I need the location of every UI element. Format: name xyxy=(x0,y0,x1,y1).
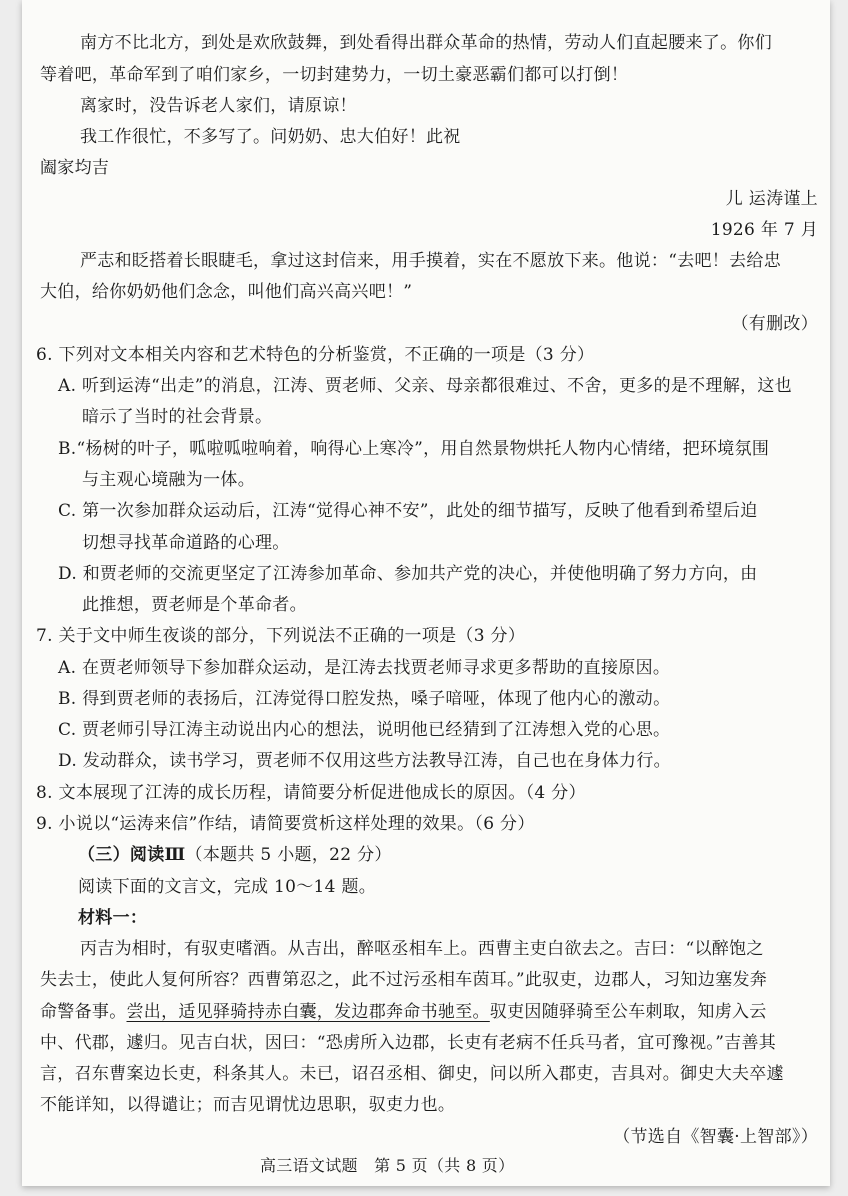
q6-option-c: C. 第一次参加群众运动后，江涛“觉得心神不安”，此处的细节描写，反映了他看到希望后迫 xyxy=(58,501,758,521)
question-6-stem: 6. 下列对文本相关内容和艺术特色的分析鉴赏，不正确的一项是（3 分） xyxy=(36,345,595,365)
classical-text-line: 丙吉为相时，有驭吏嗜酒。从吉出，醉呕丞相车上。西曹主吏白欲去之。吉曰：“以醉饱之 xyxy=(80,939,764,959)
section-3-instruction: 阅读下面的文言文，完成 10～14 题。 xyxy=(78,877,377,897)
letter-paragraph: 离家时，没告诉老人家们，请原谅！ xyxy=(80,96,357,116)
letter-paragraph-line: 南方不比北方，到处是欢欣鼓舞，到处看得出群众革命的热情，劳动人们直起腰来了。你们 xyxy=(80,33,772,53)
q7-option-d: D. 发动群众，读书学习，贾老师不仅用这些方法教导江涛，自己也在身体力行。 xyxy=(58,751,671,771)
abridged-note: （有删改） xyxy=(731,314,818,334)
classical-text-line xyxy=(40,999,767,1025)
letter-paragraph-line: 等着吧，革命军到了咱们家乡，一切封建势力，一切土豪恶霸们都可以打倒！ xyxy=(40,65,629,85)
q6-option-d-cont: 此推想，贾老师是个革命者。 xyxy=(82,595,307,615)
classical-text-segment: 驭吏因随驿骑至公车刺取，知虏入云 xyxy=(489,1002,767,1022)
section-3-heading xyxy=(78,842,392,868)
q6-option-d: D. 和贾老师的交流更坚定了江涛参加革命、参加共产党的决心，并使他明确了努力方向，由 xyxy=(58,564,758,584)
q6-option-a: A. 听到运涛“出走”的消息，江涛、贾老师、父亲、母亲都很难过、不舍，更多的是不理解，这也 xyxy=(58,376,792,396)
text-source: （节选自《智囊·上智部》） xyxy=(613,1127,818,1147)
section-3-title: （三）阅读Ⅲ xyxy=(78,845,186,865)
narrative-line: 严志和眨搭着长眼睫毛，拿过这封信来，用手摸着，实在不愿放下来。他说：“去吧！去给忠 xyxy=(80,251,781,271)
letter-date: 1926 年 7 月 xyxy=(710,220,818,240)
q6-option-b-cont: 与主观心境融为一体。 xyxy=(82,470,255,490)
q7-option-a: A. 在贾老师领导下参加群众运动，是江涛去找贾老师寻求更多帮助的直接原因。 xyxy=(58,658,671,678)
question-8: 8. 文本展现了江涛的成长历程，请简要分析促进他成长的原因。（4 分） xyxy=(36,783,586,803)
q6-option-b: B.“杨树的叶子，呱啦呱啦响着，响得心上寒冷”，用自然景物烘托人物内心情绪，把环境氛围 xyxy=(58,439,770,459)
q6-option-c-cont: 切想寻找革命道路的心理。 xyxy=(82,533,290,553)
page-footer: 高三语文试题 第 5 页（共 8 页） xyxy=(260,1156,515,1175)
classical-text-line: 中、代郡，遽归。见吉白状，因曰：“恐虏所入边郡，长吏有老病不任兵马者，宜可豫视。”吉善其 xyxy=(40,1033,777,1053)
q6-option-a-cont: 暗示了当时的社会背景。 xyxy=(82,407,273,427)
classical-text-segment: 命警备事。 xyxy=(40,1002,127,1022)
section-3-title-rest: （本题共 5 小题，22 分） xyxy=(185,845,392,865)
letter-salutation: 阖家均吉 xyxy=(40,158,110,178)
narrative-line: 大伯，给你奶奶他们念念，叫他们高兴高兴吧！” xyxy=(40,282,413,302)
q7-option-b: B. 得到贾老师的表扬后，江涛觉得口腔发热，嗓子喑哑，体现了他内心的激动。 xyxy=(58,689,671,709)
material-one-label: 材料一： xyxy=(78,908,148,928)
letter-paragraph: 我工作很忙，不多写了。问奶奶、忠大伯好！此祝 xyxy=(80,127,461,147)
classical-text-line: 不能详知，以得谴让；而吉见谓忧边思职，驭吏力也。 xyxy=(40,1095,456,1115)
exam-page xyxy=(22,0,830,1186)
question-7-stem: 7. 关于文中师生夜谈的部分，下列说法不正确的一项是（3 分） xyxy=(36,626,526,646)
classical-text-line: 失去士，使此人复何所容？西曹第忍之，此不过污丞相车茵耳。”此驭吏，边郡人，习知边塞发奔 xyxy=(40,970,768,990)
letter-signature: 儿 运涛谨上 xyxy=(725,189,818,209)
question-9: 9. 小说以“运涛来信”作结，请简要赏析这样处理的效果。（6 分） xyxy=(36,814,535,834)
underlined-sentence: 尝出，适见驿骑持赤白囊，发边郡奔命书驰至。 xyxy=(126,1002,490,1022)
classical-text-line: 言，召东曹案边长吏，科条其人。未已，诏召丞相、御史，问以所入郡吏，吉具对。御史大夫卒遽 xyxy=(40,1064,784,1084)
q7-option-c: C. 贾老师引导江涛主动说出内心的想法，说明他已经猜到了江涛想入党的心思。 xyxy=(58,720,671,740)
